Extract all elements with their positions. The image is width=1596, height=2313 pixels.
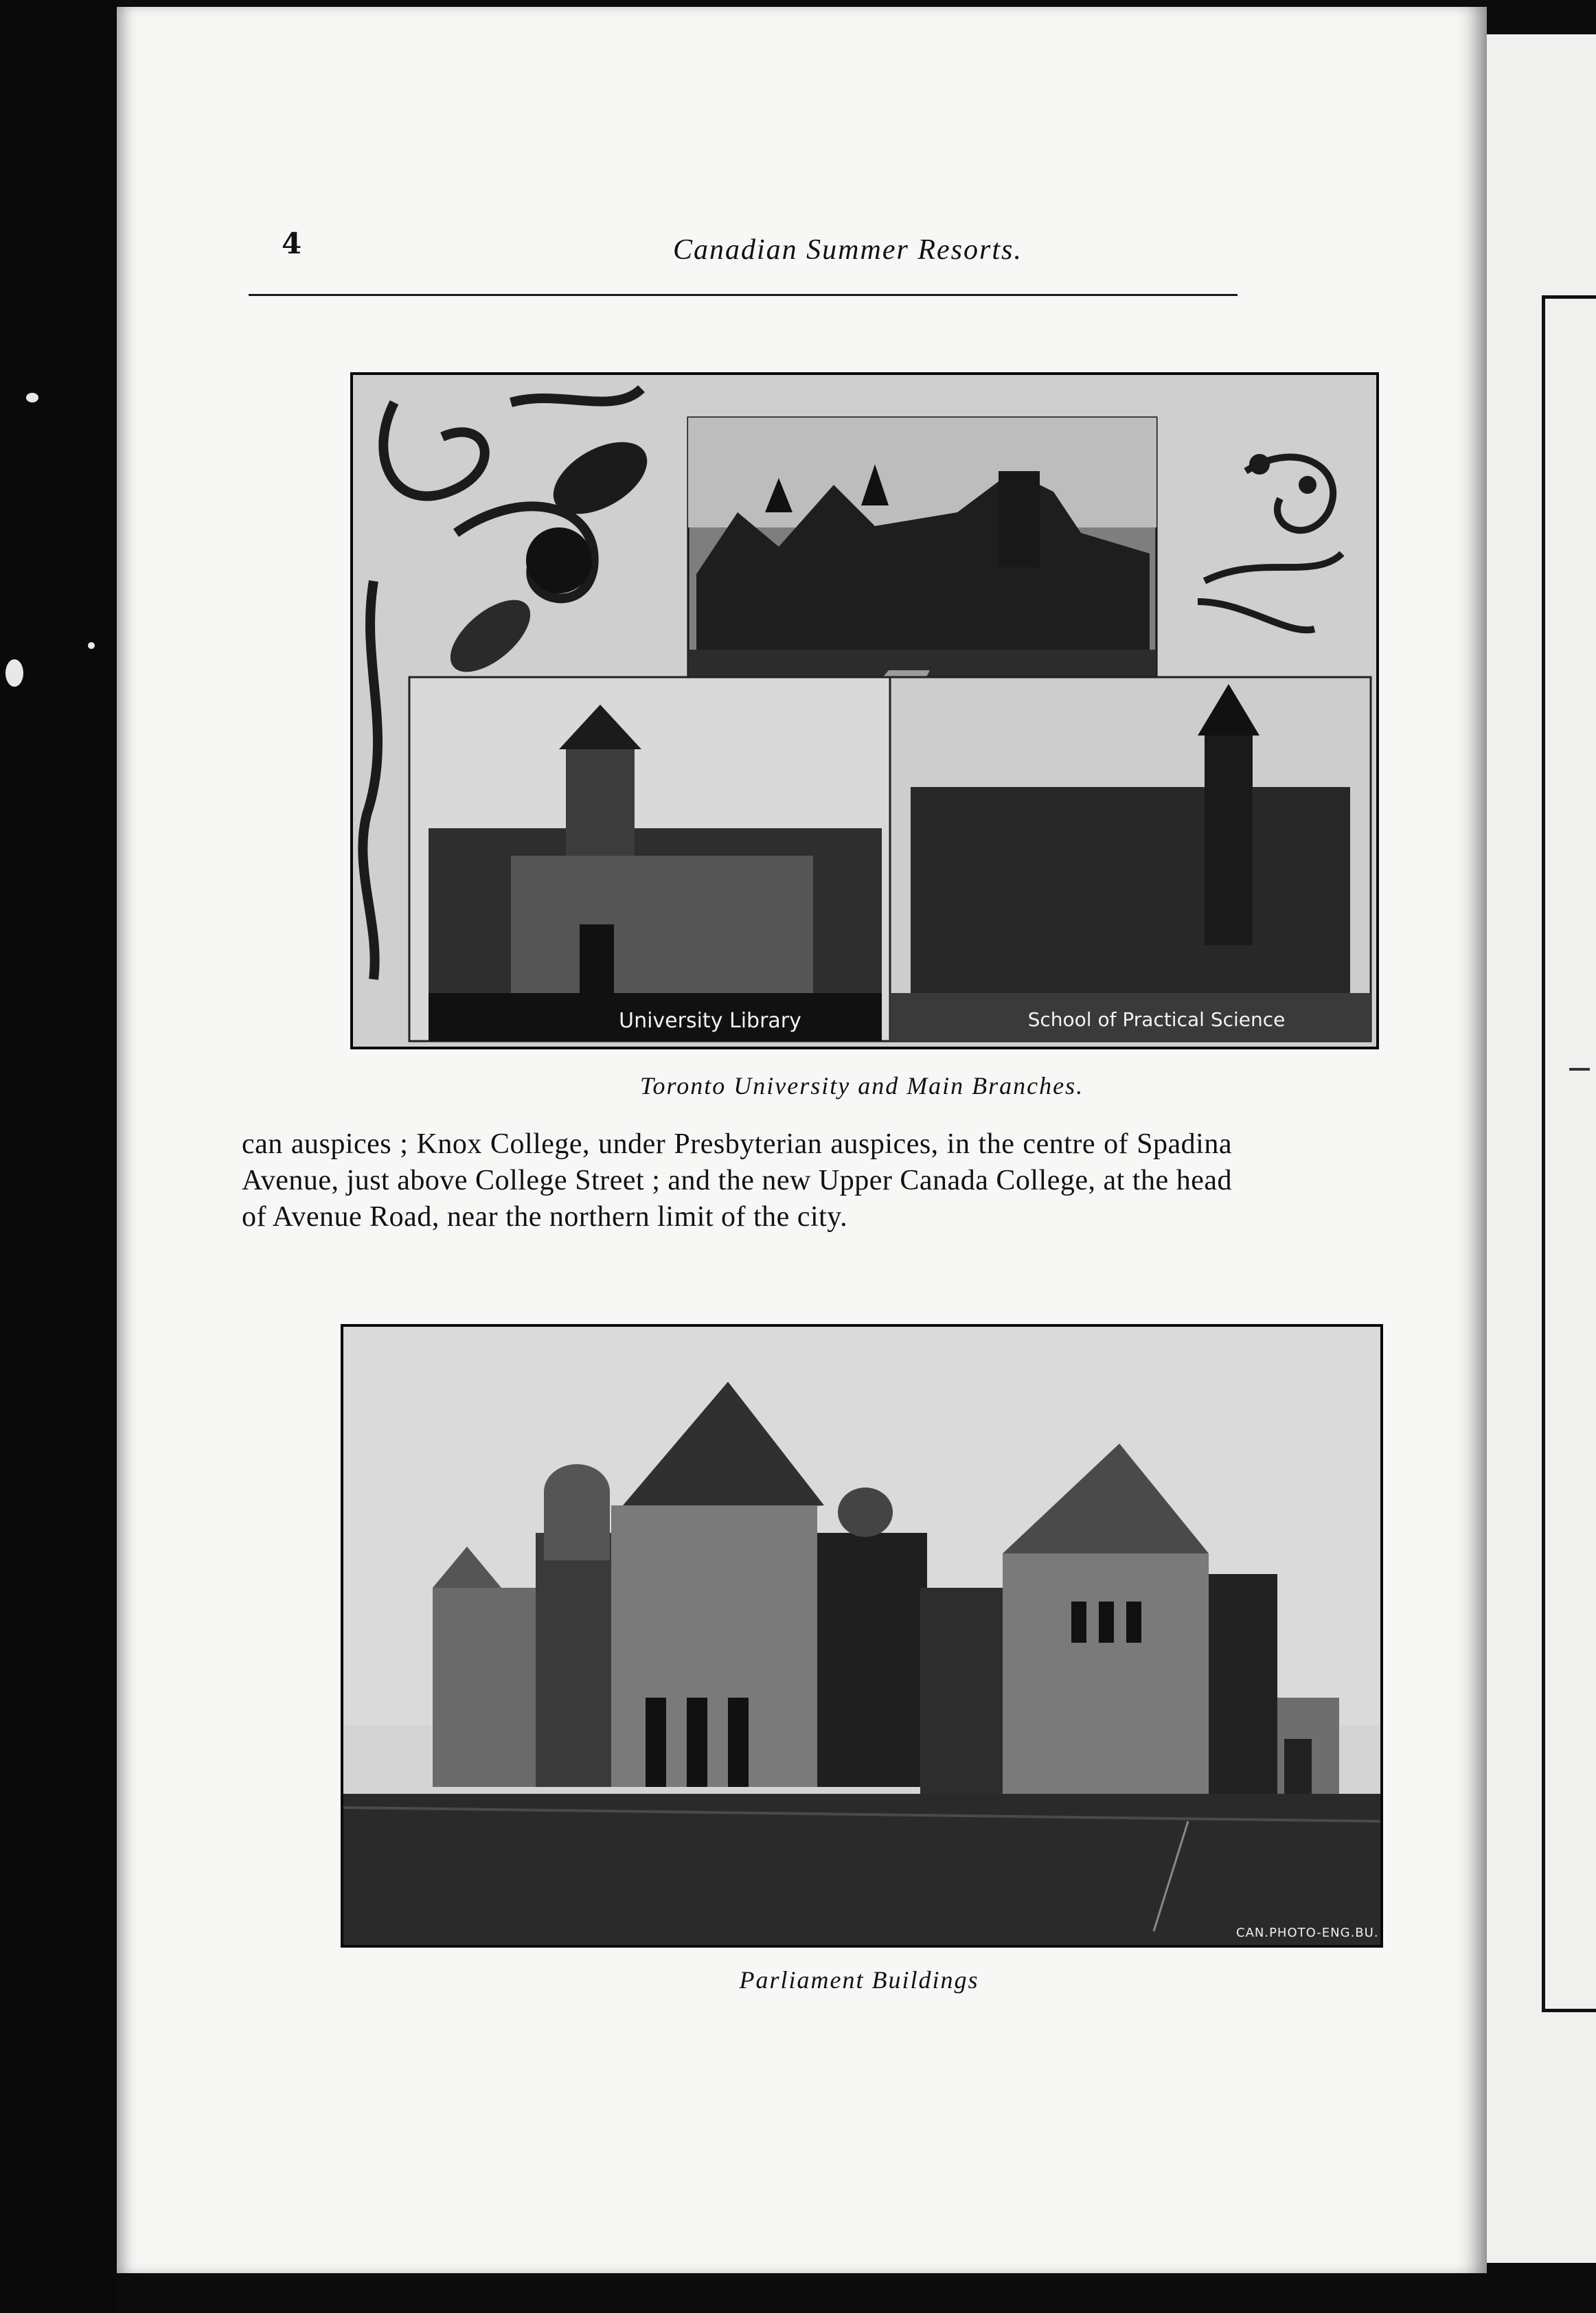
- header-rule: [249, 294, 1238, 296]
- university-library-photo: [409, 677, 890, 1041]
- university-collage-illustration: [353, 375, 1376, 1047]
- scan-border-left: [0, 0, 117, 2313]
- school-of-practical-science-photo: [890, 677, 1371, 1041]
- facing-page-edge: [1487, 34, 1596, 2263]
- body-paragraph: can auspices ; Knox College, under Presbyterian auspices, in the centre of Spadina Avenue, just above College Street ; and the new Upper Canada College, at the head of Avenue Road, near the northern limit of the city.: [242, 1128, 1232, 1233]
- running-title: Canadian Summer Resorts.: [673, 234, 1023, 266]
- plate-one-caption: Toronto University and Main Branches.: [639, 1072, 1084, 1099]
- scan-speck: [26, 393, 38, 402]
- scan-speck: [88, 642, 95, 649]
- library-label: University Library: [619, 1009, 801, 1033]
- facing-page-frame: [1542, 295, 1596, 2012]
- engraver-credit: CAN.PHOTO-ENG.BU.: [1236, 1926, 1379, 1940]
- school-label: School of Practical Science: [1027, 1008, 1286, 1031]
- plate-two-caption: Parliament Buildings: [739, 1966, 979, 1994]
- parliament-buildings-photo: [341, 1324, 1383, 1948]
- page-number: 4: [282, 227, 302, 260]
- scan-speck: [5, 659, 23, 687]
- university-collage-photo: [350, 372, 1379, 1049]
- facing-page-mark: [1569, 1068, 1590, 1071]
- parliament-buildings-illustration: [343, 1327, 1380, 1945]
